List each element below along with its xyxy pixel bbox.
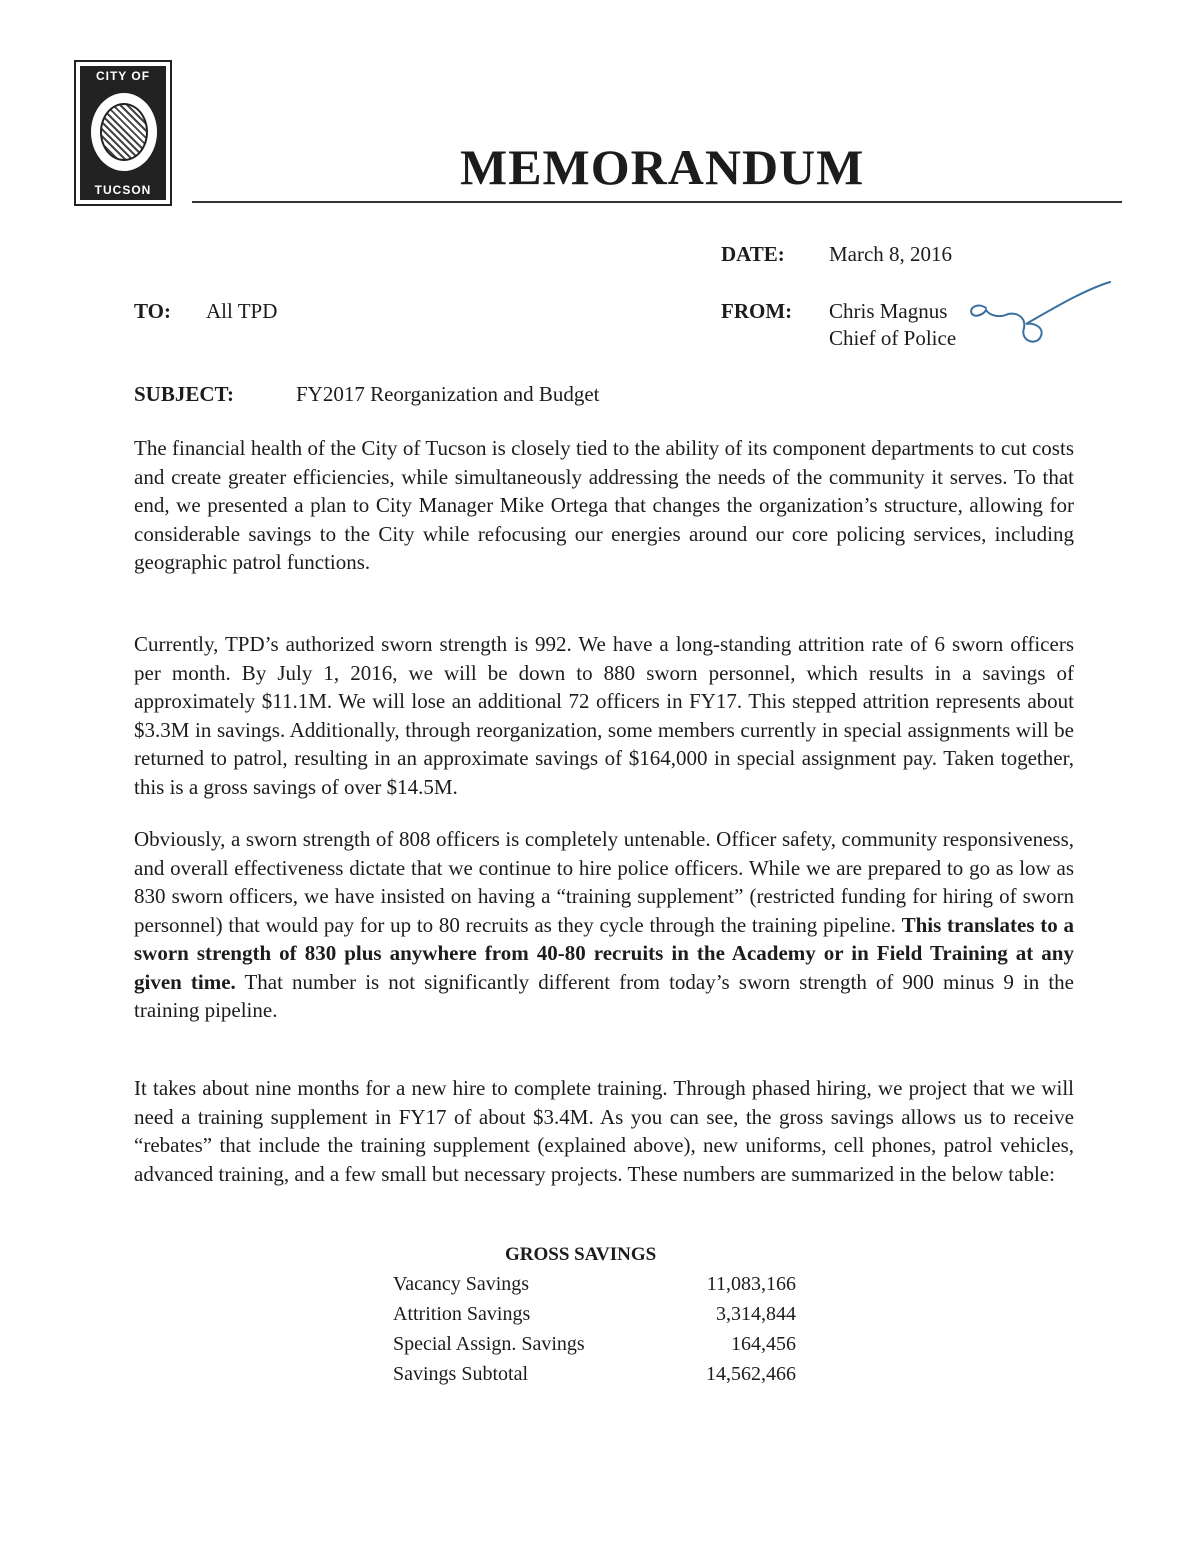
paragraph-3-text-a: Obviously, a sworn strength of 808 officers is completely untenable. Officer safety, community responsiveness, and overall effectiveness dictate that we continue to hire police officers. While we are prepared to go as low as 830 sworn officers, we have insisted on having a “training supplement” (restricted funding for hiring of sworn personnel) that would pay for up to 80 recruits as they cycle through the training pipeline. (134, 827, 1074, 937)
row-value: 14,562,466 (706, 1363, 796, 1385)
logo-top-text: CITY OF (95, 69, 151, 83)
subject-label: SUBJECT: (134, 382, 234, 406)
table-row (393, 1303, 796, 1333)
row-label: Special Assign. Savings (393, 1333, 585, 1355)
table-row (393, 1273, 796, 1303)
to-label: TO: (134, 299, 171, 323)
date-label: DATE: (721, 242, 785, 266)
date-value: March 8, 2016 (829, 242, 953, 266)
row-value: 164,456 (731, 1333, 796, 1355)
table-row (393, 1333, 796, 1363)
subject-value: FY2017 Reorganization and Budget (296, 382, 600, 406)
row-label: Savings Subtotal (393, 1363, 529, 1385)
memo-title: MEMORANDUM (460, 139, 865, 195)
paragraph-3-text-b: That number is not significantly different from today’s sworn strength of 900 minus 9 in the training pipeline. (134, 969, 1075, 1022)
table-row (393, 1363, 796, 1393)
paragraph-3-bold: This translates to a sworn strength of 830 plus anywhere from 40-80 recruits in the Academy or in Field Training at any given time. (134, 912, 1074, 994)
from-name: Chris Magnus (829, 299, 948, 323)
paragraph-4: It takes about nine months for a new hire to complete training. Through phased hiring, we project that we will need a training supplement in FY17 of about $3.4M. As you can see, the gross savings allows us to receive “rebates” that include the training supplement (explained above), new uniforms, cell phones, patrol vehicles, advanced training, and a few small but necessary projects. These numbers are summarized in the below table: (134, 1076, 1074, 1186)
to-value: All TPD (206, 299, 278, 323)
gross-savings-title: GROSS SAVINGS (505, 1244, 657, 1265)
row-label: Attrition Savings (393, 1303, 531, 1325)
row-value: 11,083,166 (706, 1273, 796, 1295)
paragraph-1: The financial health of the City of Tucson is closely tied to the ability of its component departments to cut costs and create greater efficiencies, while simultaneously addressing the needs of the community it serves. To that end, we presented a plan to City Manager Mike Ortega that changes the organization’s structure, allowing for considerable savings to the City while refocusing our energies around our core policing services, including geographic patrol functions. (134, 436, 1074, 574)
paragraph-3 (134, 825, 1074, 1025)
from-label: FROM: (721, 299, 793, 323)
logo-bottom-text: TUCSON (94, 183, 152, 197)
seal-icon (88, 90, 160, 174)
paragraph-2: Currently, TPD’s authorized sworn strength is 992. We have a long-standing attrition rate of 6 sworn officers per month. By July 1, 2016, we will be down to 880 sworn personnel, which results in a savings of approximately $11.1M. We will lose an additional 72 officers in FY17. This stepped attrition represents about $3.3M in savings. Additionally, through reorganization, some members currently in special assignments will be returned to patrol, resulting in an approximate savings of $164,000 in special assignment pay. Taken together, this is a gross savings of over $14.5M. (134, 632, 1074, 799)
header-rule (192, 201, 1122, 203)
from-title: Chief of Police (829, 326, 957, 350)
city-of-tucson-logo (74, 60, 172, 206)
row-value: 3,314,844 (716, 1303, 796, 1325)
signature-icon (964, 278, 1114, 358)
row-label: Vacancy Savings (393, 1273, 530, 1295)
